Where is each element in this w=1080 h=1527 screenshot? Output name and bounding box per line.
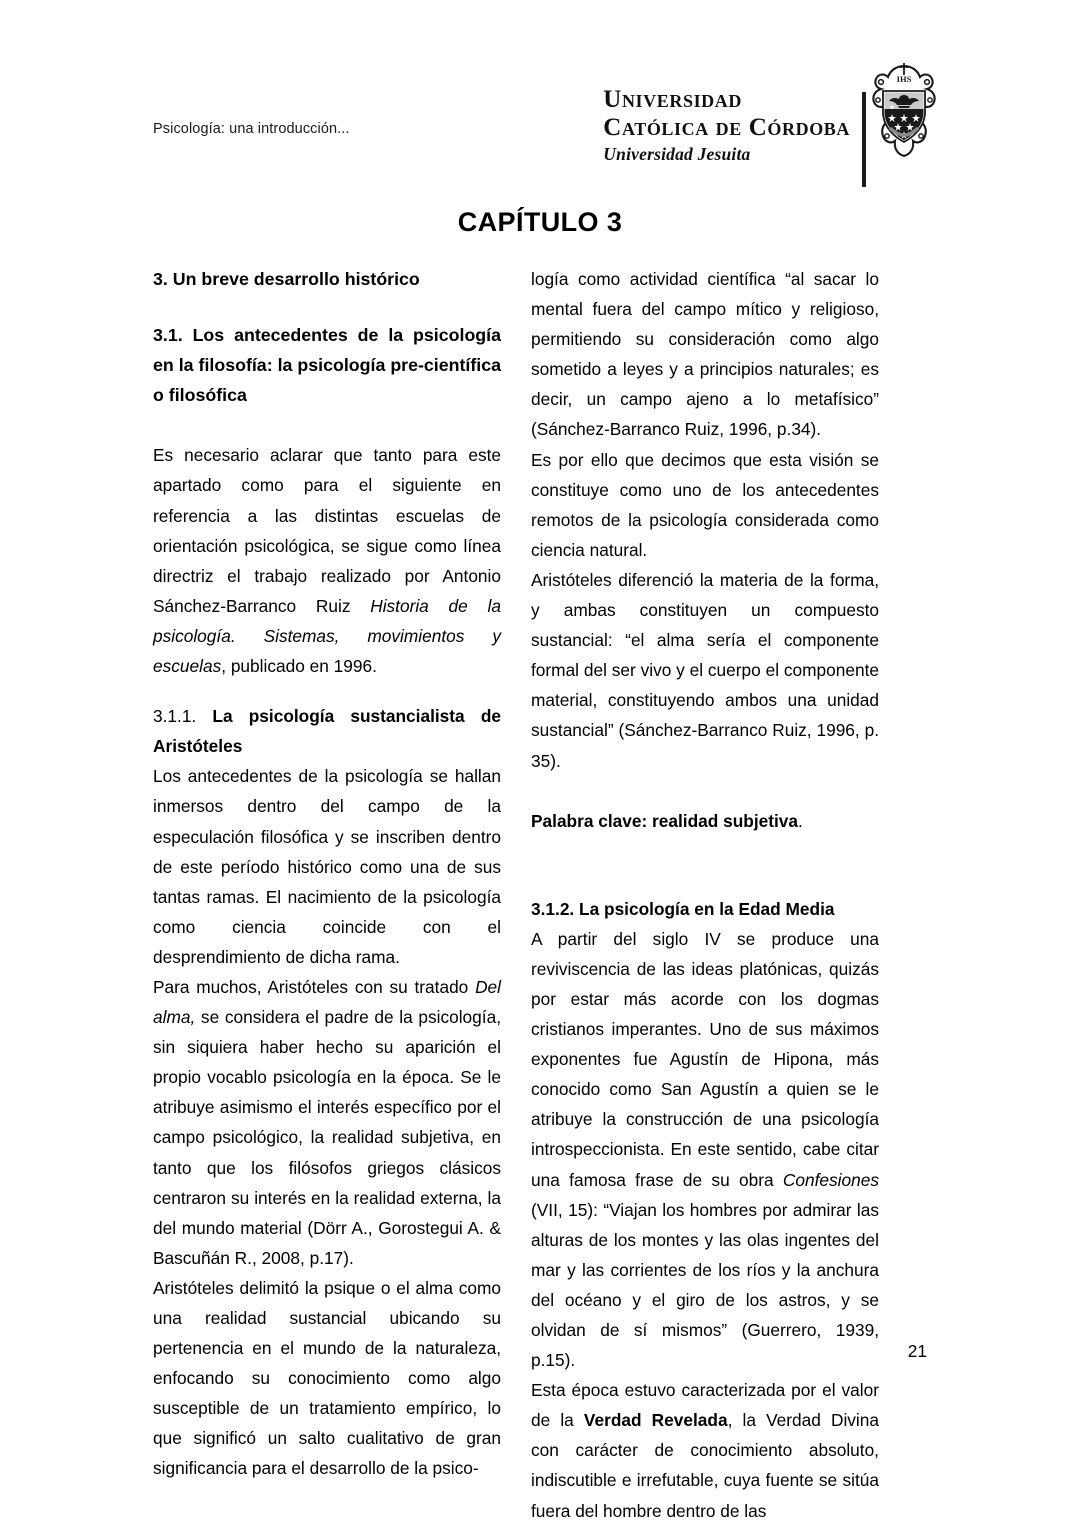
paragraph-edad-media-text-a: A partir del siglo IV se produce una reviviscencia de las ideas platónicas, quizás por estar más acorde con los dogmas cristianos imperantes. Uno de sus máximos exponentes fue Agustín de Hipona, más conocido como San Agustín a quien se le atribuye la construcción de una psicología introspeccionista. En este sentido, cabe citar una famosa frase de su obra <box>531 928 879 1190</box>
paragraph-materia-forma: Aristóteles diferenció la materia de la forma, y ambas constituyen un compuesto sustancial: “el alma sería el componente formal del ser vivo y el cuerpo el componente material, constituyendo ambos una unidad sustancial” (Sánchez-Barranco Ruiz, 1996, p. 35). <box>531 569 879 771</box>
paragraph-actividad-cientifica: logía como actividad científica “al sacar lo mental fuera del campo mítico y religioso, permitiendo su consideración como algo sometido a leyes y a principios naturales; es decir, un campo ajeno a lo metafísico” (Sánchez-Barranco Ruiz, 1996, p.34). <box>531 269 879 440</box>
paragraph-del-alma-text-b: se considera el padre de la psicología, sin siquiera haber hecho su aparición el propio vocablo psicología en la época. Se le atribuye asimismo el interés específico por el campo psicológico, la realidad subjetiva, en tanto que los filósofos griegos clásicos centraron su interés en la realidad externa, la del mundo material (Dörr A., Gorostegui A. & Bascuñán R., 2008, p.17). <box>153 1007 501 1268</box>
subsection-heading-3-1: 3.1. Los antecedentes de la psicología en la filosofía: la psicología pre-científica o filosófica <box>153 325 501 406</box>
keyword-line <box>531 806 879 836</box>
book-title-del-alma: Del alma, <box>153 976 501 1028</box>
subsubsection-title-aristoteles: La psicología sustancialista de Aristóteles <box>153 706 501 757</box>
paragraph-antecedentes-text-b: , publicado en 1996. <box>221 656 377 677</box>
paragraph-antecedentes-filosofia: Los antecedentes de la psicología se hallan inmersos dentro del campo de la especulación filosófica y se inscriben dentro de este período histórico como una de sus tantas ramas. El nacimiento de la psicología como ciencia coincide con el desprendimiento de dicha rama. <box>153 766 501 967</box>
page-number: 21 <box>907 1341 927 1361</box>
paragraph-edad-media <box>531 924 879 1375</box>
subsubsection-heading-3-1-2 <box>531 894 879 924</box>
logo-line-catolica-de-cordoba: Católica de Córdoba <box>603 113 850 141</box>
logo-divider <box>862 92 866 187</box>
subsubsection-number-3-1-1: 3.1.1. <box>153 706 213 727</box>
paragraph-del-alma <box>153 972 501 1273</box>
paragraph-verdad-revelada <box>531 1375 879 1525</box>
paragraph-psique-alma: Aristóteles delimitó la psique o el alma como una realidad sustancial ubicando su pertenencia en el mundo de la naturaleza, enfocando su conocimiento como algo susceptible de un tratamiento empírico, lo que significó un salto cualitativo de gran significancia para el desarrollo de la psico- <box>153 1277 501 1479</box>
logo-line-universidad: Universidad <box>603 86 742 113</box>
university-logo-text <box>603 86 850 165</box>
subsubsection-heading-3-1-1 <box>153 701 501 761</box>
term-verdad-revelada: Verdad Revelada <box>583 1410 728 1431</box>
keyword-label: Palabra clave: realidad subjetiva <box>531 810 799 831</box>
keyword-period: . <box>798 810 803 831</box>
paragraph-verdad-revelada-text-b: , la Verdad Divina con carácter de conocimiento absoluto, indiscutible e irrefutable, cuya fuente se sitúa fuera del hombre dentro de las <box>531 1410 879 1521</box>
paragraph-edad-media-text-b: (VII, 15): “Viajan los hombres por admirar las alturas de los montes y las olas ingentes del mar y las corrientes de los ríos y la anchura del océano y el giro de los astros, y se olvidan de sí mismos” (Guerrero, 1939, p.15). <box>531 1199 879 1371</box>
paragraph-verdad-revelada-text-a: Esta época estuvo caracterizada por el valor de la <box>531 1380 879 1431</box>
university-crest-icon <box>868 60 940 178</box>
paragraph-antecedentes <box>153 440 501 681</box>
chapter-title: CAPÍTULO 3 <box>457 207 623 237</box>
left-column <box>153 264 501 1484</box>
subsubsection-title-edad-media: 3.1.2. La psicología en la Edad Media <box>531 898 835 919</box>
paragraph-vision-antecedentes: Es por ello que decimos que esta visión se constituye como uno de los antecedentes remotos de la psicología considerada como ciencia natural. <box>531 449 879 560</box>
logo-line-universidad-jesuita: Universidad Jesuita <box>603 144 751 164</box>
svg-text:IHS: IHS <box>896 74 912 84</box>
running-title: Psicología: una introducción... <box>153 121 350 137</box>
section-heading-3: 3. Un breve desarrollo histórico <box>153 269 420 289</box>
book-title-historia-de-la-psicologia: Historia de la psicología. Sistemas, movimientos y escuelas <box>153 595 501 677</box>
right-column <box>531 264 879 1526</box>
book-title-confesiones: Confesiones <box>782 1169 879 1190</box>
paragraph-del-alma-text-a: Para muchos, Aristóteles con su tratado <box>153 976 476 997</box>
running-header <box>153 52 928 167</box>
paragraph-antecedentes-text-a: Es necesario aclarar que tanto para este apartado como para el siguiente en referencia a las distintas escuelas de orientación psicológica, se sigue como línea directriz el trabajo realizado por Antonio Sánchez-Barranco Ruiz <box>153 445 501 616</box>
